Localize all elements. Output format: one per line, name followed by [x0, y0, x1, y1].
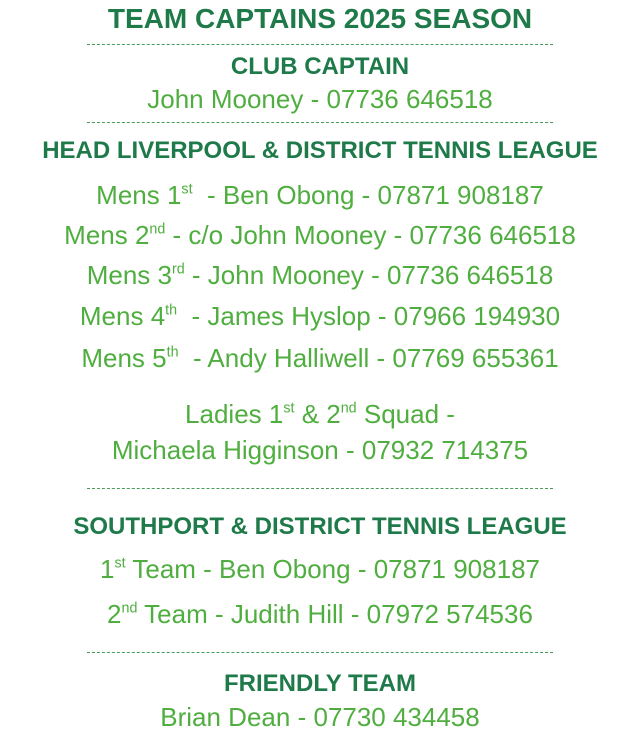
- divider: [87, 488, 553, 489]
- team-prefix: Ladies 1: [185, 399, 284, 429]
- team-joiner: & 2: [294, 399, 341, 429]
- friendly-team-line: Brian Dean - 07730 434458: [160, 702, 480, 732]
- team-prefix: Mens 1: [96, 180, 182, 210]
- ordinal-suffix: st: [181, 181, 193, 198]
- divider: [87, 44, 553, 45]
- southport-team-row-1: [0, 552, 640, 586]
- head-league-heading: HEAD LIVERPOOL & DISTRICT TENNIS LEAGUE: [42, 137, 598, 164]
- club-captain-line: John Mooney - 07736 646518: [147, 84, 493, 114]
- southport-team-row-2: [0, 597, 640, 631]
- southport-league-heading: SOUTHPORT & DISTRICT TENNIS LEAGUE: [73, 513, 567, 540]
- head-team-row-mens-2: [0, 218, 640, 252]
- ordinal-suffix: nd: [340, 400, 357, 417]
- head-team-row-mens-3: [0, 258, 640, 292]
- team-prefix: 2: [107, 599, 122, 629]
- team-captain: - James Hyslop - 07966 194930: [177, 301, 561, 331]
- friendly-team-heading: FRIENDLY TEAM: [223, 670, 417, 697]
- team-captain: - Andy Halliwell - 07769 655361: [178, 343, 559, 373]
- page-title: TEAM CAPTAINS 2025 SEASON: [107, 3, 533, 34]
- team-captain: - c/o John Mooney - 07736 646518: [165, 220, 576, 250]
- team-prefix: Mens 4: [79, 301, 166, 331]
- ordinal-suffix: th: [166, 344, 179, 361]
- club-captain-heading: CLUB CAPTAIN: [230, 53, 410, 80]
- ordinal-suffix: rd: [171, 261, 185, 278]
- team-captain: Team - Ben Obong - 07871 908187: [125, 554, 540, 584]
- team-prefix: Mens 5: [81, 343, 167, 373]
- team-captain: Team - Judith Hill - 07972 574536: [137, 599, 533, 629]
- head-team-row-mens-1: [0, 178, 640, 212]
- ordinal-suffix: th: [165, 302, 178, 319]
- head-team-row-mens-5: [0, 341, 640, 375]
- team-captain: - John Mooney - 07736 646518: [184, 260, 554, 290]
- team-prefix: Mens 2: [64, 220, 150, 250]
- team-suffix: Squad -: [356, 399, 455, 429]
- head-team-row-mens-4: [0, 299, 640, 333]
- divider: [87, 652, 553, 653]
- divider: [87, 122, 553, 123]
- ladies-squad-line-2: Michaela Higginson - 07932 714375: [111, 435, 529, 465]
- ordinal-suffix: nd: [121, 600, 138, 617]
- team-prefix: Mens 3: [86, 260, 172, 290]
- ordinal-suffix: st: [283, 400, 295, 417]
- ladies-squad-line-1: [0, 397, 640, 431]
- ordinal-suffix: st: [114, 555, 126, 572]
- ordinal-suffix: nd: [149, 221, 166, 238]
- team-prefix: 1: [100, 554, 115, 584]
- team-captain: - Ben Obong - 07871 908187: [192, 180, 544, 210]
